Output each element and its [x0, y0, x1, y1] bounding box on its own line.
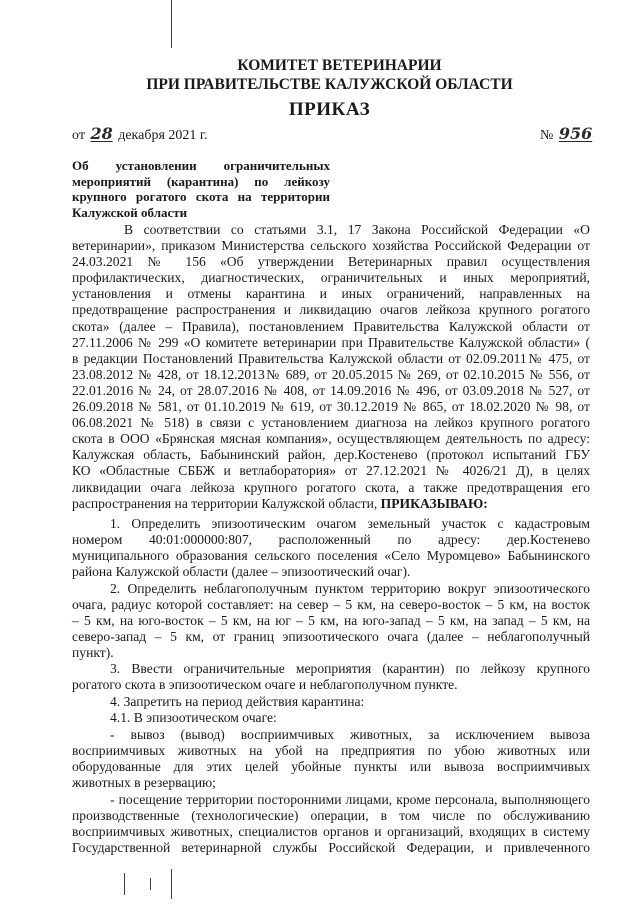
date-month-year: декабря 2021 г.: [118, 128, 208, 143]
text-line: 26.09.2018 № 581, от 01.10.2019 № 619, от 30.12.2019 № 865, от 18.02.2020 № 98, от: [72, 399, 590, 415]
text-line: номером 40:01:000000:807, расположенный по адресу: дер.Костенево: [72, 532, 590, 548]
scan-artifact-line: [171, 869, 172, 899]
text-line: 22.01.2016 № 24, от 28.07.2016 № 408, от 14.09.2016 № 496, от 03.09.2018 № 527, от: [72, 382, 590, 398]
number-prefix: №: [540, 128, 554, 143]
text-line: 06.08.2021 № 518) в связи с установлением диагноза на лейкоз крупного рогатого: [72, 415, 590, 431]
text-line: очага, радиус которой составляет: на север – 5 км, на северо-восток – 5 км, на восток: [72, 597, 590, 613]
text-line: Калужская область, Бабынинский район, дер.Костенево (протокол испытаний ГБУ: [72, 447, 590, 463]
text-line: – 5 км, на юго-восток – 5 км, на юг – 5 км, на юго-запад – 5 км, на запад – 5 км, на: [72, 613, 590, 629]
order-date: [72, 124, 208, 144]
text-line: рогатого скота в эпизоотическом очаге и неблагополучном пункте.: [72, 677, 458, 693]
item-4-paragraph: [72, 694, 590, 726]
text-line: КО «Областные СББЖ и ветлаборатория» от 27.12.2021 № 4026/21 Д), в целях: [72, 463, 590, 479]
text-line: профилактических, диагностических, ограничительных и иных мероприятий,: [72, 270, 590, 286]
date-day-handwritten: 28: [90, 124, 113, 143]
text-line: В соответствии со статьями 3.1, 17 Закона Российской Федерации «О: [124, 222, 590, 237]
number-value-handwritten: 956: [558, 124, 593, 143]
text-line: [72, 496, 590, 512]
text-line: района Калужской области (далее – эпизоотический очаг).: [72, 564, 411, 580]
government-title: ПРИ ПРАВИТЕЛЬСТВЕ КАЛУЖСКОЙ ОБЛАСТИ: [146, 76, 513, 93]
text-line: муниципального образования сельского поселения «Село Муромцево» Бабынинского: [72, 548, 590, 564]
text-line: восприимчивых животных на убой на предприятия по убою животных или: [72, 743, 590, 759]
text-line: скота» (далее – Правила), постановлением Правительства Калужской области от: [72, 318, 590, 334]
item-1-paragraph: [72, 516, 590, 580]
text-line: производственные (технологические) операции, в том числе по обслуживанию: [72, 808, 590, 824]
scan-artifact-line: [150, 878, 151, 890]
scan-artifact-line: [171, 0, 172, 48]
text-line: 23.08.2012 № 428, от 18.12.2013№ 689, от 20.05.2015 № 269, от 02.10.2015 № 556, от: [72, 366, 590, 382]
text-line: ветеринарии», приказом Министерства сельского хозяйства Российской Федерации от: [72, 238, 590, 254]
order-number: [540, 124, 594, 144]
subject-line: Об установлении ограничительных: [72, 158, 330, 173]
text-line: оборудованные для этих целей убойные пункты или вывоза восприимчивых: [72, 759, 590, 775]
item-3-paragraph: [72, 661, 590, 693]
text-line: животных в резервацию;: [72, 775, 216, 791]
text-line: установления и отмены карантина и иных ограничений, направленных на: [72, 286, 590, 302]
preamble-closing: распространения на территории Калужской области,: [72, 495, 378, 511]
subject-line: Калужской области: [72, 204, 188, 220]
order-title: ПРИКАЗ: [288, 99, 371, 120]
item-2-paragraph: [72, 581, 590, 661]
text-line: 2. Определить неблагополучным пунктом территорию вокруг эпизоотического: [110, 581, 590, 596]
text-line: ликвидации очага лейкоза крупного рогатого скота, а также предотвращения его: [72, 479, 590, 495]
text-line: в редакции Постановлений Правительства Калужской области от 02.09.2011№ 475, от: [72, 350, 590, 366]
orders-word: ПРИКАЗЫВАЮ:: [380, 495, 488, 511]
text-line: 24.03.2021 № 156 «Об утверждении Ветеринарных правил осуществления: [72, 254, 590, 270]
preamble-paragraph: [72, 222, 590, 512]
text-line: восприимчивых животных, специалистов органов и организаций, входящих в систему: [72, 824, 590, 840]
date-prefix: от: [72, 128, 85, 143]
text-line: 3. Ввести ограничительные мероприятия (карантин) по лейкозу крупного: [110, 661, 590, 676]
order-subject: [72, 158, 330, 220]
text-line: северо-запад – 5 км, от границ эпизоотического очага (далее – неблагополучный: [72, 629, 590, 645]
text-line: - посещение территории посторонними лицами, кроме персонала, выполняющего: [110, 792, 590, 807]
text-line: скота в ООО «Брянская мясная компания», осуществляющем деятельность по адресу:: [72, 431, 590, 447]
text-line: 4.1. В эпизоотическом очаге:: [110, 710, 277, 726]
scan-artifact-line: [124, 873, 125, 895]
committee-title: КОМИТЕТ ВЕТЕРИНАРИИ: [237, 57, 442, 74]
text-line: пункт).: [72, 645, 114, 661]
text-line: 4. Запретить на период действия карантина:: [110, 694, 365, 709]
bullet-2-paragraph: [72, 792, 590, 856]
bullet-1-paragraph: [72, 727, 590, 791]
text-line: 1. Определить эпизоотическим очагом земельный участок с кадастровым: [110, 516, 590, 531]
text-line: Государственной ветеринарной службы Российской Федерации, и привлеченного: [72, 840, 590, 856]
subject-line: крупного рогатого скота на территории: [72, 189, 330, 204]
subject-line: мероприятий (карантина) по лейкозу: [72, 173, 330, 189]
text-line: предотвращение распространения и ликвидацию очагов лейкоза крупного рогатого: [72, 302, 590, 318]
text-line: 27.11.2006 № 299 «О комитете ветеринарии при Правительстве Калужской области» (: [72, 334, 590, 350]
text-line: - вывоз (вывод) восприимчивых животных, за исключением вывоза: [110, 727, 590, 742]
